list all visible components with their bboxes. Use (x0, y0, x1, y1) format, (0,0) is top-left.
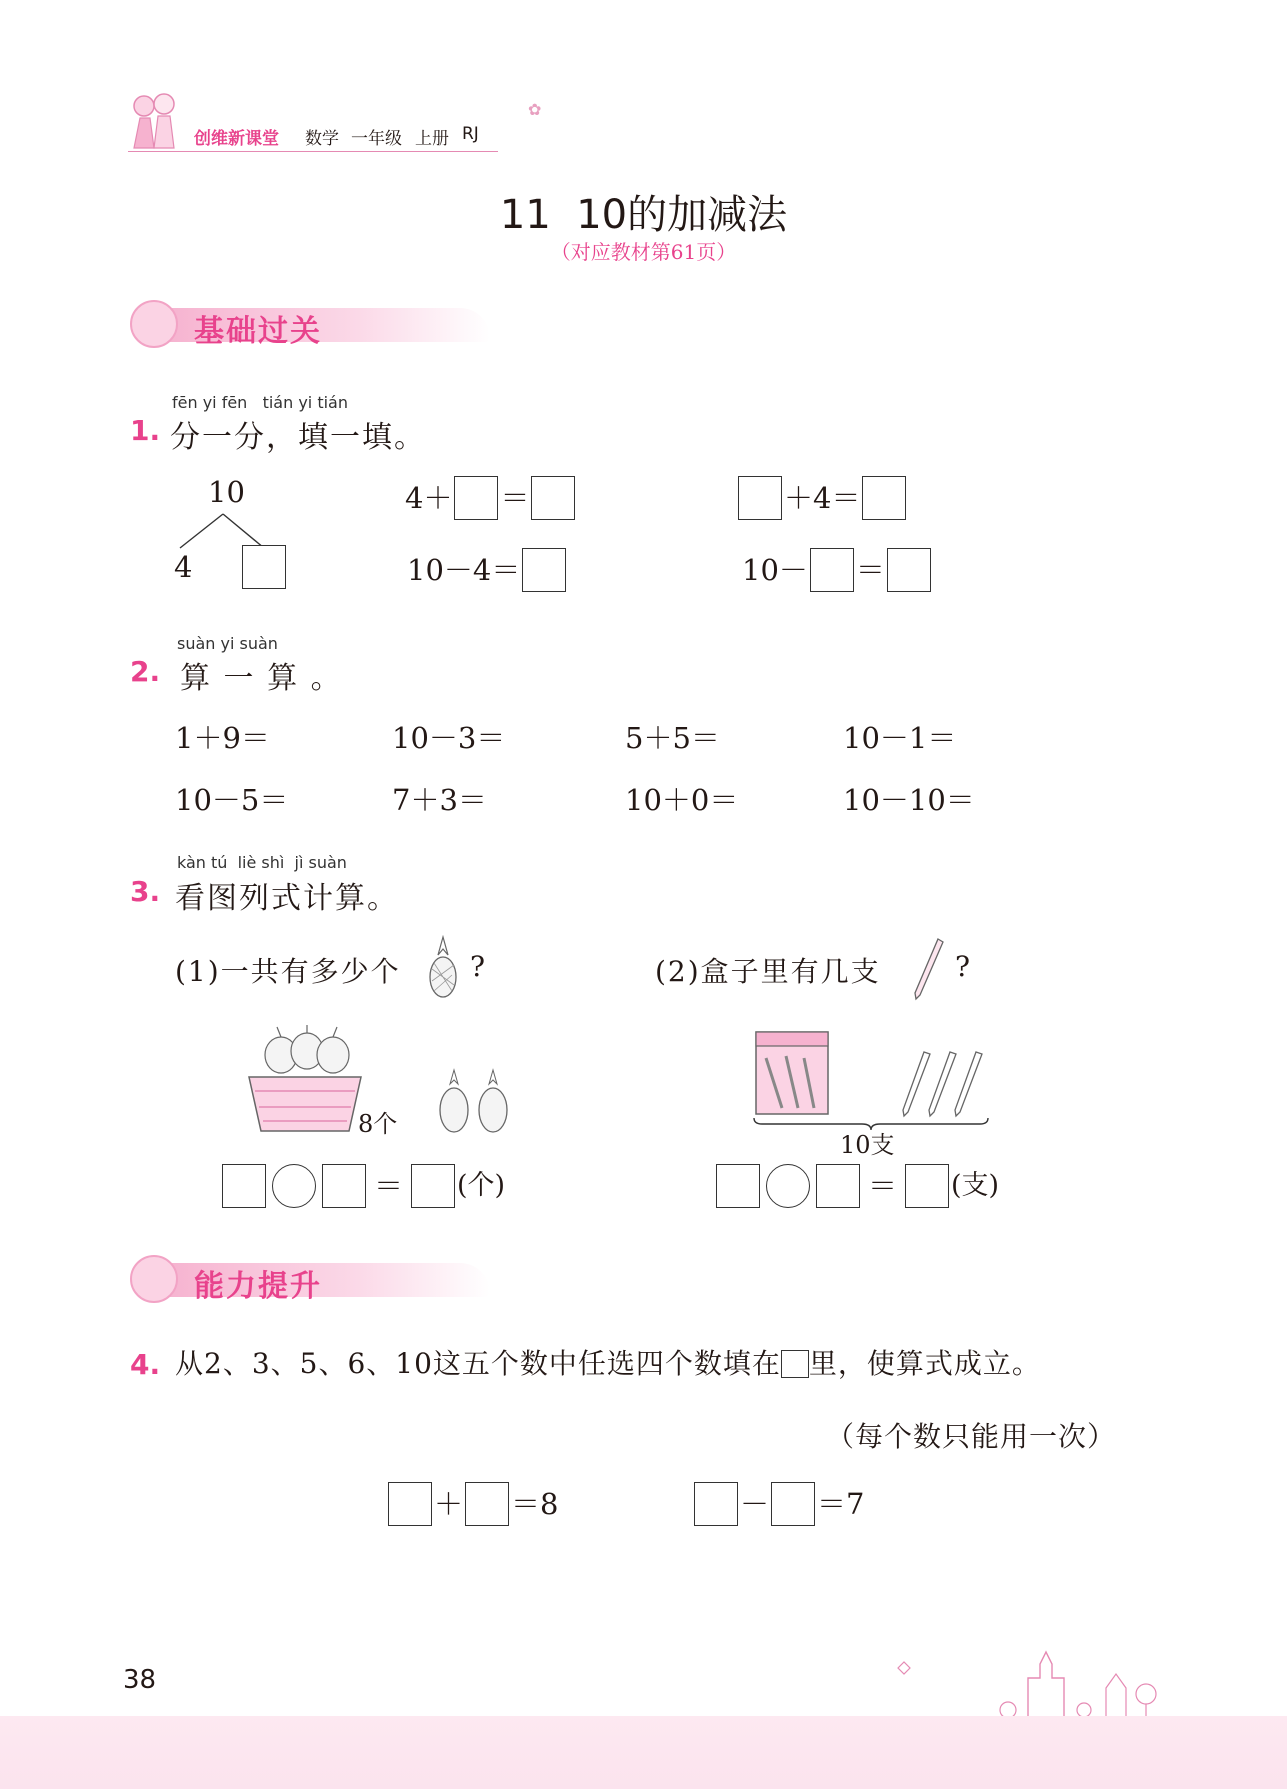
banner-mascot-icon (130, 300, 178, 348)
lesson-subtitle: （对应教材第61页） (550, 240, 737, 264)
q4-eq1-plus: ＋ (434, 1487, 464, 1521)
q1-number: 1. (130, 414, 161, 447)
banner-label: 基础过关 (194, 314, 322, 349)
q2-number: 2. (130, 655, 161, 688)
q2-expr: 10－3＝ (392, 721, 506, 755)
q2-expr: 10＋0＝ (625, 783, 739, 817)
q4-note: （每个数只能用一次） (826, 1420, 1117, 1453)
q3-total-label: 10支 (840, 1131, 895, 1159)
header-rule (128, 151, 498, 152)
page-number: 38 (123, 1665, 157, 1695)
answer-box[interactable] (522, 548, 566, 592)
q3-part1-eq-sign: ＝ (374, 1169, 404, 1203)
q3-part2-equation (716, 1162, 1001, 1210)
q2-pinyin: suàn yi suàn (177, 634, 278, 653)
q1-eq-c-left: 10－4＝ (407, 553, 521, 587)
q3-part2-question: (2)盒子里有几支 (655, 955, 881, 988)
inline-box-icon (781, 1350, 809, 1378)
q3-part2-qmark: ? (955, 950, 973, 983)
answer-box[interactable] (862, 476, 906, 520)
q2-text: 算 一 算 。 (180, 661, 343, 696)
answer-box[interactable] (694, 1482, 738, 1526)
answer-box[interactable] (531, 476, 575, 520)
q1-equation-d (740, 546, 931, 594)
operator-circle[interactable] (272, 1164, 316, 1208)
footer-band (0, 1716, 1287, 1789)
q2-expr: 10－5＝ (175, 783, 289, 817)
q4-eq2-minus: － (740, 1487, 770, 1521)
lesson-title: 11 10的加减法 (499, 192, 788, 238)
q2-expr: 1＋9＝ (175, 721, 270, 755)
header-volume: 上册 (415, 129, 449, 149)
header-brand: 创维新课堂 (194, 129, 279, 149)
answer-box[interactable] (738, 476, 782, 520)
q2-expr: 10－10＝ (843, 783, 975, 817)
banner-mascot-icon (130, 1255, 178, 1303)
q1-text: 分一分，填一填。 (170, 420, 426, 455)
q1-equation-b (738, 474, 906, 522)
q4-equation-1 (388, 1480, 560, 1528)
q1-eq-d-mid: ＝ (855, 553, 885, 587)
banner-label: 能力提升 (194, 1269, 322, 1304)
castle-decoration-icon (888, 1648, 1168, 1720)
section-banner-advanced (130, 1255, 530, 1303)
answer-box[interactable] (222, 1164, 266, 1208)
header-logo-kids (128, 88, 178, 150)
pencil-box-icon (752, 1028, 832, 1118)
q3-pinyin: kàn tú liè shì jì suàn (177, 853, 347, 872)
q1-equation-c (405, 546, 566, 594)
q3-number: 3. (130, 875, 161, 908)
answer-box[interactable] (322, 1164, 366, 1208)
q1-eq-a-left: 4＋ (405, 481, 453, 515)
q3-part1-unit: (个) (457, 1170, 506, 1201)
header-grade: 一年级 (351, 129, 402, 149)
answer-box[interactable] (388, 1482, 432, 1526)
q2-expr: 7＋3＝ (392, 783, 487, 817)
answer-box[interactable] (411, 1164, 455, 1208)
q4-instruction (175, 1340, 1041, 1388)
q1-tree-left: 4 (174, 550, 193, 584)
pineapple-icon (426, 935, 460, 1001)
answer-box[interactable] (454, 476, 498, 520)
q2-expr: 5＋5＝ (625, 721, 720, 755)
q1-tree-answer-box[interactable] (242, 545, 286, 589)
answer-box[interactable] (716, 1164, 760, 1208)
q3-part1-question: (1)一共有多少个 (175, 955, 401, 988)
q3-part1-qmark: ? (470, 950, 488, 983)
operator-circle[interactable] (766, 1164, 810, 1208)
q1-eq-a-mid: ＝ (500, 481, 530, 515)
q3-part1-equation (222, 1162, 507, 1210)
answer-box[interactable] (816, 1164, 860, 1208)
pencil-icon (910, 935, 946, 1001)
q4-eq2-result: ＝7 (817, 1487, 865, 1521)
answer-box[interactable] (465, 1482, 509, 1526)
answer-box[interactable] (905, 1164, 949, 1208)
header-edition: RJ (462, 124, 479, 144)
answer-box[interactable] (810, 548, 854, 592)
q1-equation-a (403, 474, 575, 522)
three-pencils-icon (898, 1048, 990, 1118)
pineapple-basket-icon (245, 1025, 365, 1135)
q4-text-a: 从2、3、5、6、10这五个数中任选四个数填在 (175, 1347, 781, 1380)
section-banner-basic (130, 300, 530, 348)
header-subject: 数学 (305, 129, 339, 149)
answer-box[interactable] (771, 1482, 815, 1526)
q1-eq-b-mid: ＋4＝ (784, 481, 861, 515)
q3-basket-label: 8个 (358, 1110, 398, 1138)
q3-part2-eq-sign: ＝ (868, 1169, 898, 1203)
q4-eq1-result: ＝8 (511, 1487, 559, 1521)
q1-eq-d-left: 10－ (742, 553, 808, 587)
answer-box[interactable] (887, 548, 931, 592)
two-pineapples-icon (435, 1068, 513, 1136)
q2-expr: 10－1＝ (843, 721, 957, 755)
q3-text: 看图列式计算。 (175, 881, 399, 916)
q4-text-b: 里，使算式成立。 (808, 1347, 1041, 1380)
q1-tree-top: 10 (208, 475, 245, 509)
header-sparkle-icon: ✿ (528, 100, 542, 119)
q4-equation-2 (694, 1480, 866, 1528)
q1-pinyin: fēn yi fēn tián yi tián (172, 393, 348, 412)
q4-number: 4. (130, 1348, 161, 1381)
q3-part2-unit: (支) (951, 1170, 1000, 1201)
